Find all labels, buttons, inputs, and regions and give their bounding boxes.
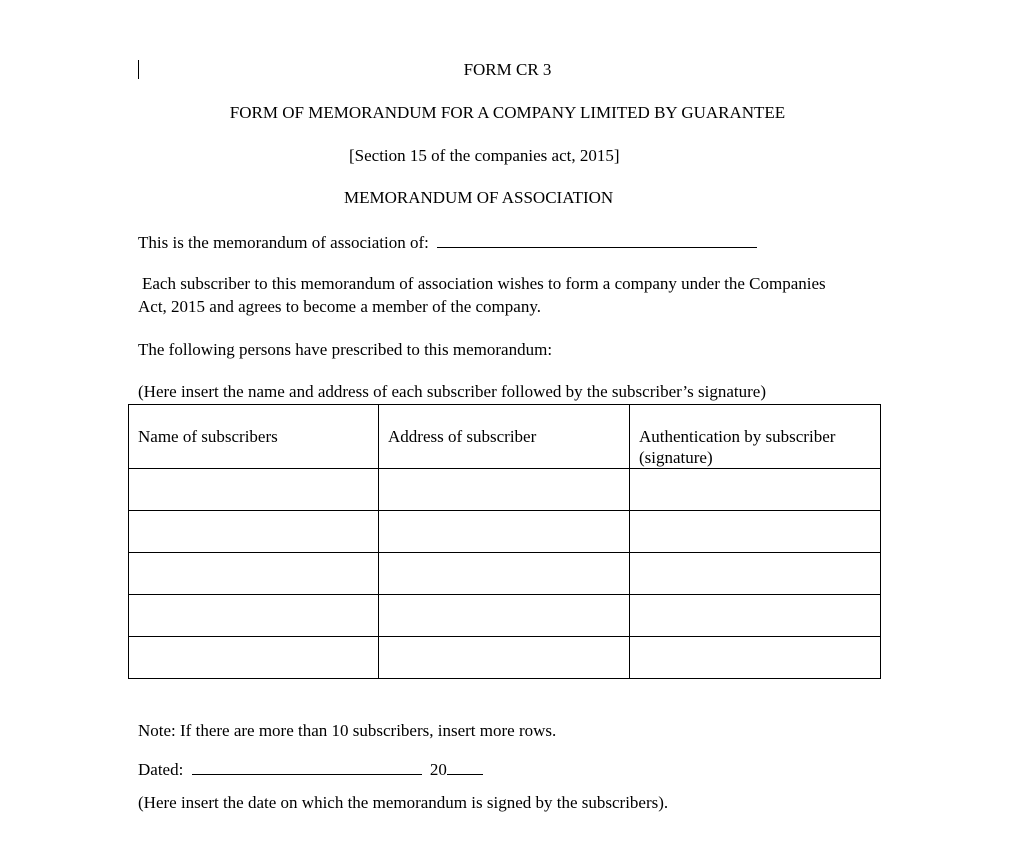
column-header-signature: Authentication by subscriber (signature)	[630, 405, 881, 469]
memorandum-of-line	[138, 231, 757, 253]
subscriber-address-cell[interactable]	[379, 469, 630, 511]
note-line: Note: If there are more than 10 subscribers, insert more rows.	[138, 721, 557, 740]
table-row	[129, 553, 881, 595]
subscriber-name-cell[interactable]	[129, 637, 379, 679]
table-row	[129, 637, 881, 679]
subscribers-table	[128, 404, 881, 679]
form-title: FORM OF MEMORANDUM FOR A COMPANY LIMITED BY GUARANTEE	[229, 103, 786, 122]
subscriber-name-cell[interactable]	[129, 595, 379, 637]
column-header-address: Address of subscriber	[379, 405, 630, 469]
table-row	[129, 595, 881, 637]
form-id: FORM CR 3	[463, 60, 552, 79]
subscriber-signature-cell[interactable]	[630, 637, 881, 679]
year-blank[interactable]	[447, 758, 483, 775]
subscriber-name-cell[interactable]	[129, 511, 379, 553]
subscriber-signature-cell[interactable]	[630, 553, 881, 595]
company-name-blank[interactable]	[437, 231, 757, 248]
persons-line: The following persons have prescribed to this memorandum:	[138, 340, 553, 359]
subscriber-signature-cell[interactable]	[630, 595, 881, 637]
subscriber-address-cell[interactable]	[379, 595, 630, 637]
subscriber-signature-cell[interactable]	[630, 511, 881, 553]
intro-line-1: Each subscriber to this memorandum of association wishes to form a company under the Companies	[142, 274, 826, 293]
date-instruction: (Here insert the date on which the memorandum is signed by the subscribers).	[138, 793, 669, 812]
subscriber-address-cell[interactable]	[379, 511, 630, 553]
subscriber-address-cell[interactable]	[379, 553, 630, 595]
subscriber-signature-cell[interactable]	[630, 469, 881, 511]
table-row	[129, 511, 881, 553]
table-header-row	[129, 405, 881, 469]
subscriber-name-cell[interactable]	[129, 553, 379, 595]
subscriber-address-cell[interactable]	[379, 637, 630, 679]
table-row	[129, 469, 881, 511]
dated-label: Dated:	[138, 760, 184, 779]
date-blank[interactable]	[192, 758, 422, 775]
dated-line	[138, 758, 483, 780]
year-prefix: 20	[429, 760, 447, 779]
section-reference: [Section 15 of the companies act, 2015]	[349, 146, 620, 165]
memorandum-of-label: This is the memorandum of association of:	[138, 233, 429, 252]
document-heading: MEMORANDUM OF ASSOCIATION	[344, 188, 614, 207]
subscriber-name-cell[interactable]	[129, 469, 379, 511]
insert-instruction: (Here insert the name and address of each subscriber followed by the subscriber’s signature)	[138, 382, 766, 401]
intro-line-2: Act, 2015 and agrees to become a member of the company.	[138, 297, 541, 316]
column-header-name: Name of subscribers	[129, 405, 379, 469]
